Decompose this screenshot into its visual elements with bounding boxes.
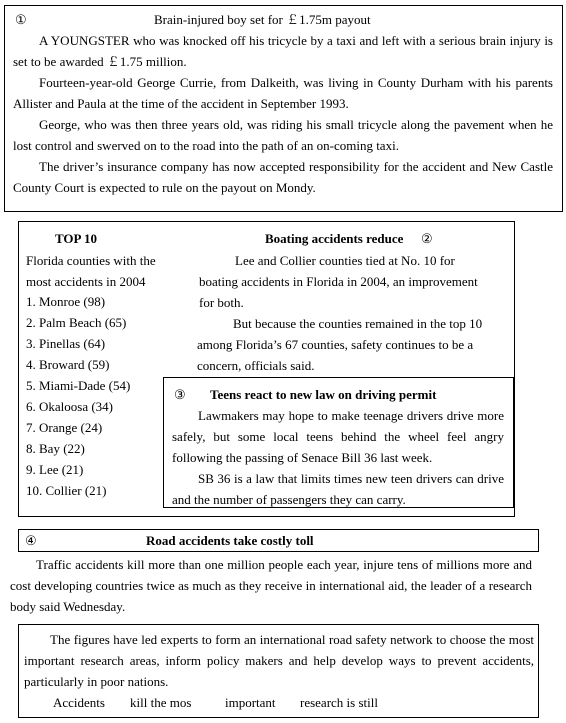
- article-3-paragraph-2: SB 36 is a law that limits times new teen drivers can drive and the number of passengers they can carry.: [172, 471, 504, 507]
- article-4-paragraph: Traffic accidents kill more than one million people each year, injure tens of millions more and cost developing countries twice as much as they receive in international aid, the leader of a research body said Wednesday.: [10, 557, 532, 614]
- article-3-paragraph-1: Lawmakers may hope to make teenage drivers drive more safely, but some local teens behind the wheel feel angry following the passing of Senace Bill 36 last week.: [172, 408, 504, 465]
- top10-list: [26, 291, 130, 501]
- article-1-box: [4, 5, 563, 212]
- top10-subtitle-line-1: Florida counties with the: [26, 253, 156, 268]
- article-4-number: ④: [25, 533, 37, 548]
- article-3-box: [163, 377, 514, 508]
- trailing-word-2: kill the mos: [130, 695, 192, 710]
- article-2-line-3: for both.: [199, 295, 244, 310]
- list-item: 1. Monroe (98): [26, 294, 106, 309]
- list-item: 8. Bay (22): [26, 441, 85, 456]
- list-item: 7. Orange (24): [26, 420, 103, 435]
- article-1-paragraph-4: The driver’s insurance company has now accepted responsibility for the accident and New Castle County Court is expected to rule on the payout on Mondy.: [13, 159, 553, 195]
- article-1-paragraph-1: A YOUNGSTER who was knocked off his tricycle by a taxi and left with a serious brain injury is set to be awarded ￡1.75 million.: [13, 33, 553, 69]
- article-1-number: ①: [15, 12, 27, 27]
- article-2-line-1: Lee and Collier counties tied at No. 10 for: [235, 253, 455, 268]
- list-item: 2. Palm Beach (65): [26, 315, 127, 330]
- article-3-number: ③: [174, 387, 186, 402]
- article-4-header-box: [18, 529, 539, 552]
- article-2-headline: Boating accidents reduce: [265, 231, 404, 246]
- article-1-paragraph-2: Fourteen-year-old George Currie, from Dalkeith, was living in County Durham with his parents Allister and Paula at the time of the accident in September 1993.: [13, 75, 553, 111]
- list-item: 5. Miami-Dade (54): [26, 378, 131, 393]
- top10-title: TOP 10: [55, 231, 98, 246]
- article-4-headline: Road accidents take costly toll: [146, 533, 314, 548]
- article-3-headline: Teens react to new law on driving permit: [210, 387, 437, 402]
- list-item: 4. Broward (59): [26, 357, 110, 372]
- article-2-line-6: concern, officials said.: [197, 358, 315, 373]
- trailing-word-1: Accidents: [53, 695, 105, 710]
- article-4-box-paragraph: The figures have led experts to form an international road safety network to choose the most important research areas, inform policy makers and help develop ways to prevent accidents, particularly in poor nations.: [24, 632, 534, 689]
- trailing-word-3: important: [225, 695, 276, 710]
- article-1-headline: Brain-injured boy set for ￡1.75m payout: [154, 12, 371, 27]
- list-item: 9. Lee (21): [26, 462, 84, 477]
- list-item: 10. Collier (21): [26, 483, 107, 498]
- article-4-continuation-box: [18, 624, 539, 718]
- trailing-word-4: research is still: [300, 695, 378, 710]
- top10-subtitle-line-2: most accidents in 2004: [26, 274, 146, 289]
- list-item: 3. Pinellas (64): [26, 336, 106, 351]
- list-item: 6. Okaloosa (34): [26, 399, 114, 414]
- article-2-line-2: boating accidents in Florida in 2004, an improvement: [199, 274, 478, 289]
- article-2-line-5: among Florida’s 67 counties, safety continues to be a: [197, 337, 474, 352]
- article-2-line-4: But because the counties remained in the top 10: [233, 316, 483, 331]
- article-1-paragraph-3: George, who was then three years old, was riding his small tricycle along the pavement when he lost control and swerved on to the road into the path of an on-coming taxi.: [13, 117, 553, 153]
- article-2-number: ②: [421, 231, 433, 246]
